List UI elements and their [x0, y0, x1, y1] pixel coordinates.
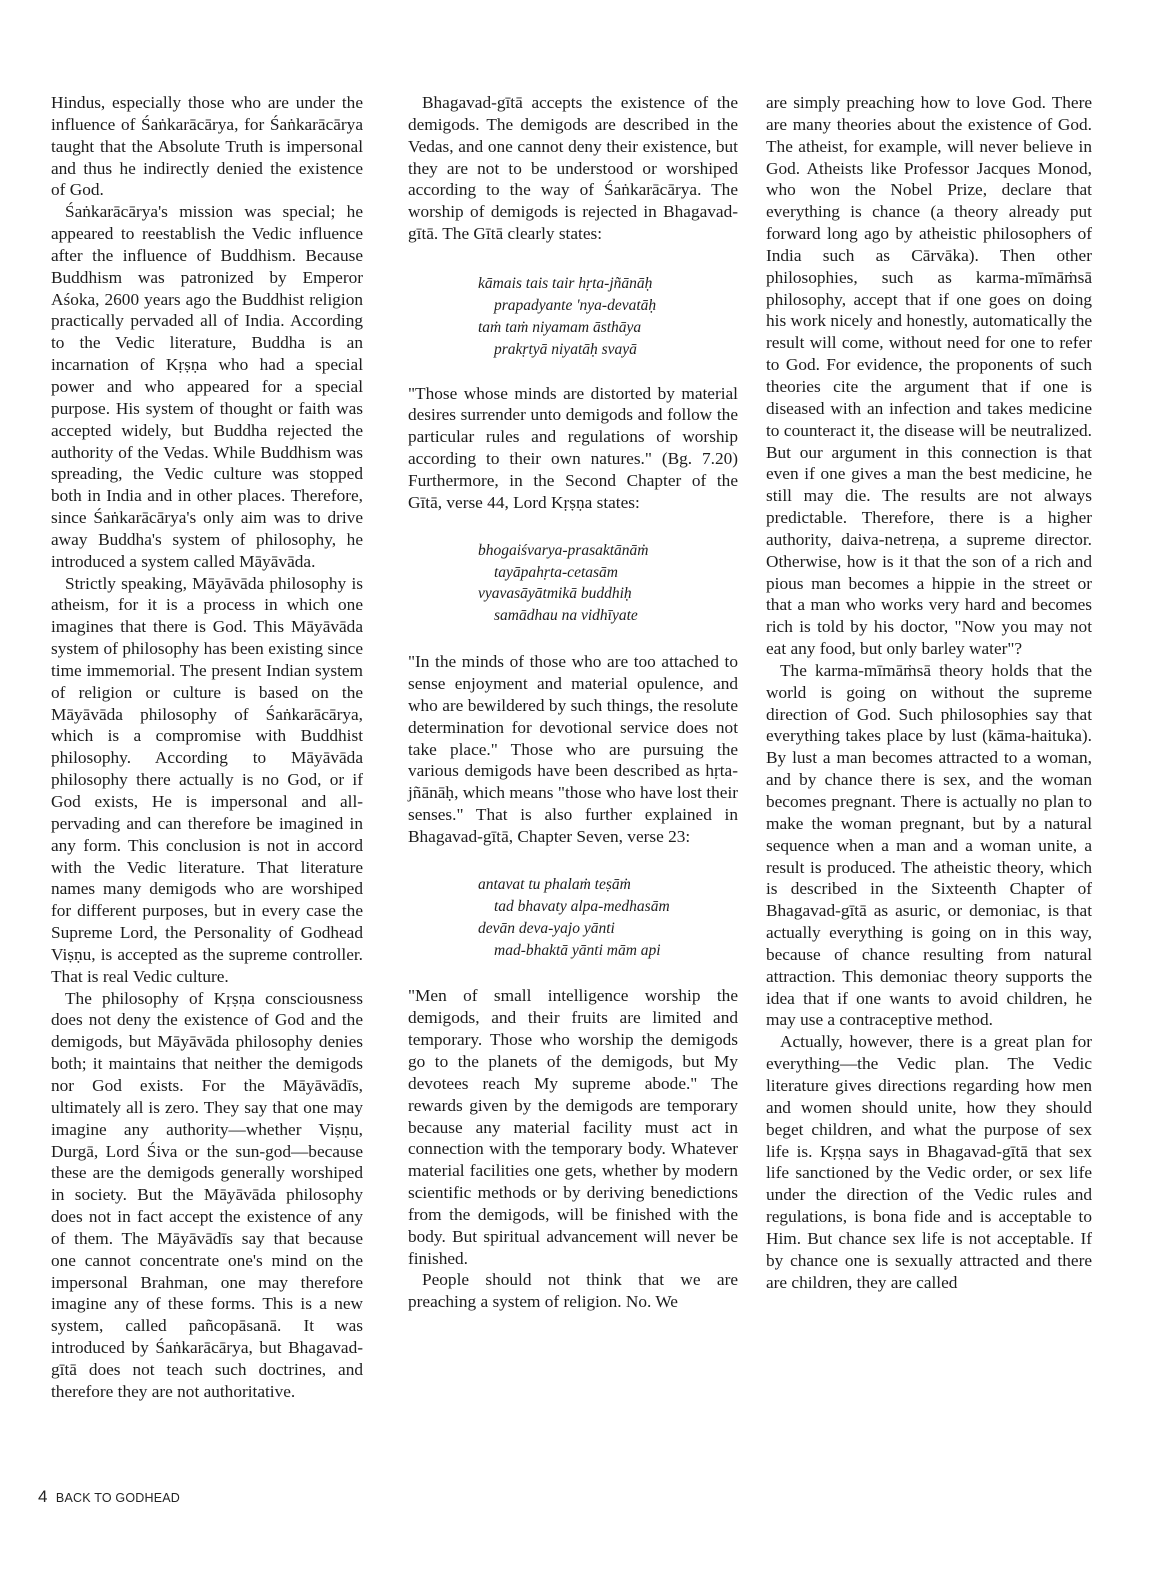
column-1	[51, 92, 363, 1403]
verse-line: kāmais tais tair hṛta-jñānāḥ	[478, 274, 653, 292]
verse-line: taṁ taṁ niyamam āsthāya	[478, 318, 642, 336]
column-3	[766, 92, 1092, 1293]
verse-line: mad-bhaktā yānti mām api	[494, 941, 661, 959]
verse-line: prapadyante 'nya-devatāḥ	[494, 296, 657, 314]
paragraph: Śaṅkarācārya's mission was special; he appeared to reestablish the Vedic influence after the influence of Buddhism. Because Buddhism was patronized by Emperor Aśoka, 2600 years ago the Buddhist religion practically pervaded all of India. According to the Vedic literature, Buddha is an incarnation of Kṛṣṇa who had a special power and who appeared for a special purpose. His system of thought or faith was accepted widely, but Buddha rejected the authority of the Vedas. While Buddhism was spreading, the Vedic culture was stopped both in India and in other places. Therefore, since Śaṅkarācārya's only aim was to drive away Buddha's system of philosophy, he introduced a system called Māyāvāda.	[51, 202, 363, 571]
sanskrit-verse-bg-2-44	[408, 540, 738, 628]
verse-line: devān deva-yajo yānti	[478, 919, 615, 937]
verse-line: antavat tu phalaṁ teṣāṁ	[478, 875, 631, 893]
verse-line: bhogaiśvarya-prasaktānāṁ	[478, 541, 649, 559]
paragraph: The karma-mīmāṁsā theory holds that the world is going on without the supreme direction of God. Such philosophies say that everything takes place by lust (kāma-haituka). By lust a man becomes attracted to a woman, and by chance there is sex, and the woman becomes pregnant. There is actually no plan to make the woman pregnant, but by a natural sequence when a man and a woman unite, a result is produced. The atheistic theory, which is described in the Sixteenth Chapter of Bhagavad-gītā as asuric, or demoniac, is that actually everything is going on in this way, because of chance resulting from natural attraction. This demoniac theory supports the idea that if one wants to avoid children, he may use a contraceptive method.	[766, 660, 1092, 1030]
verse-line: samādhau na vidhīyate	[494, 607, 638, 625]
column-2	[408, 92, 738, 1313]
translation-paragraph: "Those whose minds are distorted by material desires surrender unto demigods and follow the particular rules and regulations of worship according to their own natures." (Bg. 7.20) Furthermore, in the Second Chapter of the Gītā, verse 44, Lord Kṛṣṇa states:	[408, 383, 738, 512]
page-footer	[38, 1487, 180, 1507]
verse-line: prakṛtyā niyatāḥ svayā	[494, 340, 637, 358]
verse-line: vyavasāyātmikā buddhiḥ	[478, 585, 632, 603]
verse-line: tad bhavaty alpa-medhasām	[494, 897, 670, 915]
paragraph: Actually, however, there is a great plan for everything—the Vedic plan. The Vedic literature gives directions regarding how men and women should unite, how they should beget children, and what the purpose of sex life is. Kṛṣṇa says in Bhagavad-gītā that sex life sanctioned by the Vedic order, or sex life under the direction of the Vedic rules and regulations, is bona fide and is acceptable to Him. But chance sex life is not acceptable. If by chance one is sexually attracted and there are children, they are called	[766, 1032, 1092, 1292]
sanskrit-verse-bg-7-23	[408, 874, 738, 962]
paragraph: Strictly speaking, Māyāvāda philosophy is atheism, for it is a process in which one imagines that there is God. This Māyāvāda system of philosophy has been existing since time immemorial. The present Indian system of religion or culture is based on the Māyāvāda philosophy of Śaṅkarācārya, which is a compromise with Buddhist philosophy. According to Māyāvāda philosophy there actually is no God, or if God exists, He is impersonal and all-pervading and can therefore be imagined in any form. This conclusion is not in accord with the Vedic literature. That literature names many demigods who are worshiped for different purposes, but in every case the Supreme Lord, the Personality of Godhead Viṣṇu, is accepted as the supreme controller. That is real Vedic culture.	[51, 573, 363, 986]
translation-paragraph: "Men of small intelligence worship the demigods, and their fruits are limited and temporary. Those who worship the demigods go to the planets of the demigods, but My devotees reach My supreme abode." The rewards given by the demigods are temporary because any material facility must act in connection with the temporary body. Whatever material facilities one gets, whether by modern scientific methods or by deriving benedictions from the demigods, will be finished with the body. But spiritual advancement will never be finished.	[408, 986, 738, 1268]
paragraph: People should not think that we are preaching a system of religion. No. We	[408, 1270, 738, 1312]
paragraph: Bhagavad-gītā accepts the existence of the demigods. The demigods are described in the Vedas, and one cannot deny their existence, but they are not to be understood or worshiped according to the way of Śaṅkarācārya. The worship of demigods is rejected in Bhagavad-gītā. The Gītā clearly states:	[408, 93, 738, 244]
verse-line: tayāpahṛta-cetasām	[494, 563, 618, 581]
sanskrit-verse-bg-7-20	[408, 273, 738, 361]
magazine-title: BACK TO GODHEAD	[55, 1491, 181, 1505]
paragraph: Hindus, especially those who are under the influence of Śaṅkarācārya, for Śaṅkarācārya taught that the Absolute Truth is impersonal and thus he indirectly denied the existence of God.	[51, 93, 363, 200]
translation-paragraph: "In the minds of those who are too attached to sense enjoyment and material opulence, and who are bewildered by such things, the resolute determination for devotional service does not take place." Those who are pursuing the various demigods have been described as hṛta-jñānāḥ, which means "those who have lost their senses." That is also further explained in Bhagavad-gītā, Chapter Seven, verse 23:	[408, 652, 738, 846]
paragraph: The philosophy of Kṛṣṇa consciousness does not deny the existence of God and the demigods, but Māyāvāda philosophy denies both; it maintains that neither the demigods nor God exists. For the Māyāvādīs, ultimately all is zero. They say that one may imagine any authority—whether Viṣṇu, Durgā, Lord Śiva or the sun-god—because these are the demigods generally worshiped in society. But the Māyāvāda philosophy does not in fact accept the existence of any of them. The Māyāvādīs say that because one cannot concentrate one's mind on the impersonal Brahman, one may therefore imagine any of these forms. This is a new system, called pañcopāsanā. It was introduced by Śaṅkarācārya, but Bhagavad-gītā does not teach such doctrines, and therefore they are not authoritative.	[51, 988, 363, 1401]
page-number: 4	[38, 1487, 48, 1506]
paragraph: are simply preaching how to love God. There are many theories about the existence of God. The atheist, for example, will never believe in God. Atheists like Professor Jacques Monod, who won the Nobel Prize, declare that everything is chance (a theory already put forward long ago by atheistic philosophers of India such as Cārvāka). Then other philosophies, such as karma-mīmāṁsā philosophy, accept that if one goes on doing his work nicely and honestly, automatically the result will come, without need for one to refer to God. For evidence, the proponents of such theories cite the argument that if one is diseased with an infection and takes medicine to counteract it, the disease will be neutralized. But our argument in this connection is that even if one gives a man the best medicine, he still may die. The results are not always predictable. Therefore, there is a higher authority, daiva-netreṇa, a supreme director. Otherwise, how is it that the son of a rich and pious man becomes a hippie in the street or that a man who works very hard and becomes rich is told by his doctor, "Now you may not eat any food, but only barley water"?	[766, 93, 1092, 659]
